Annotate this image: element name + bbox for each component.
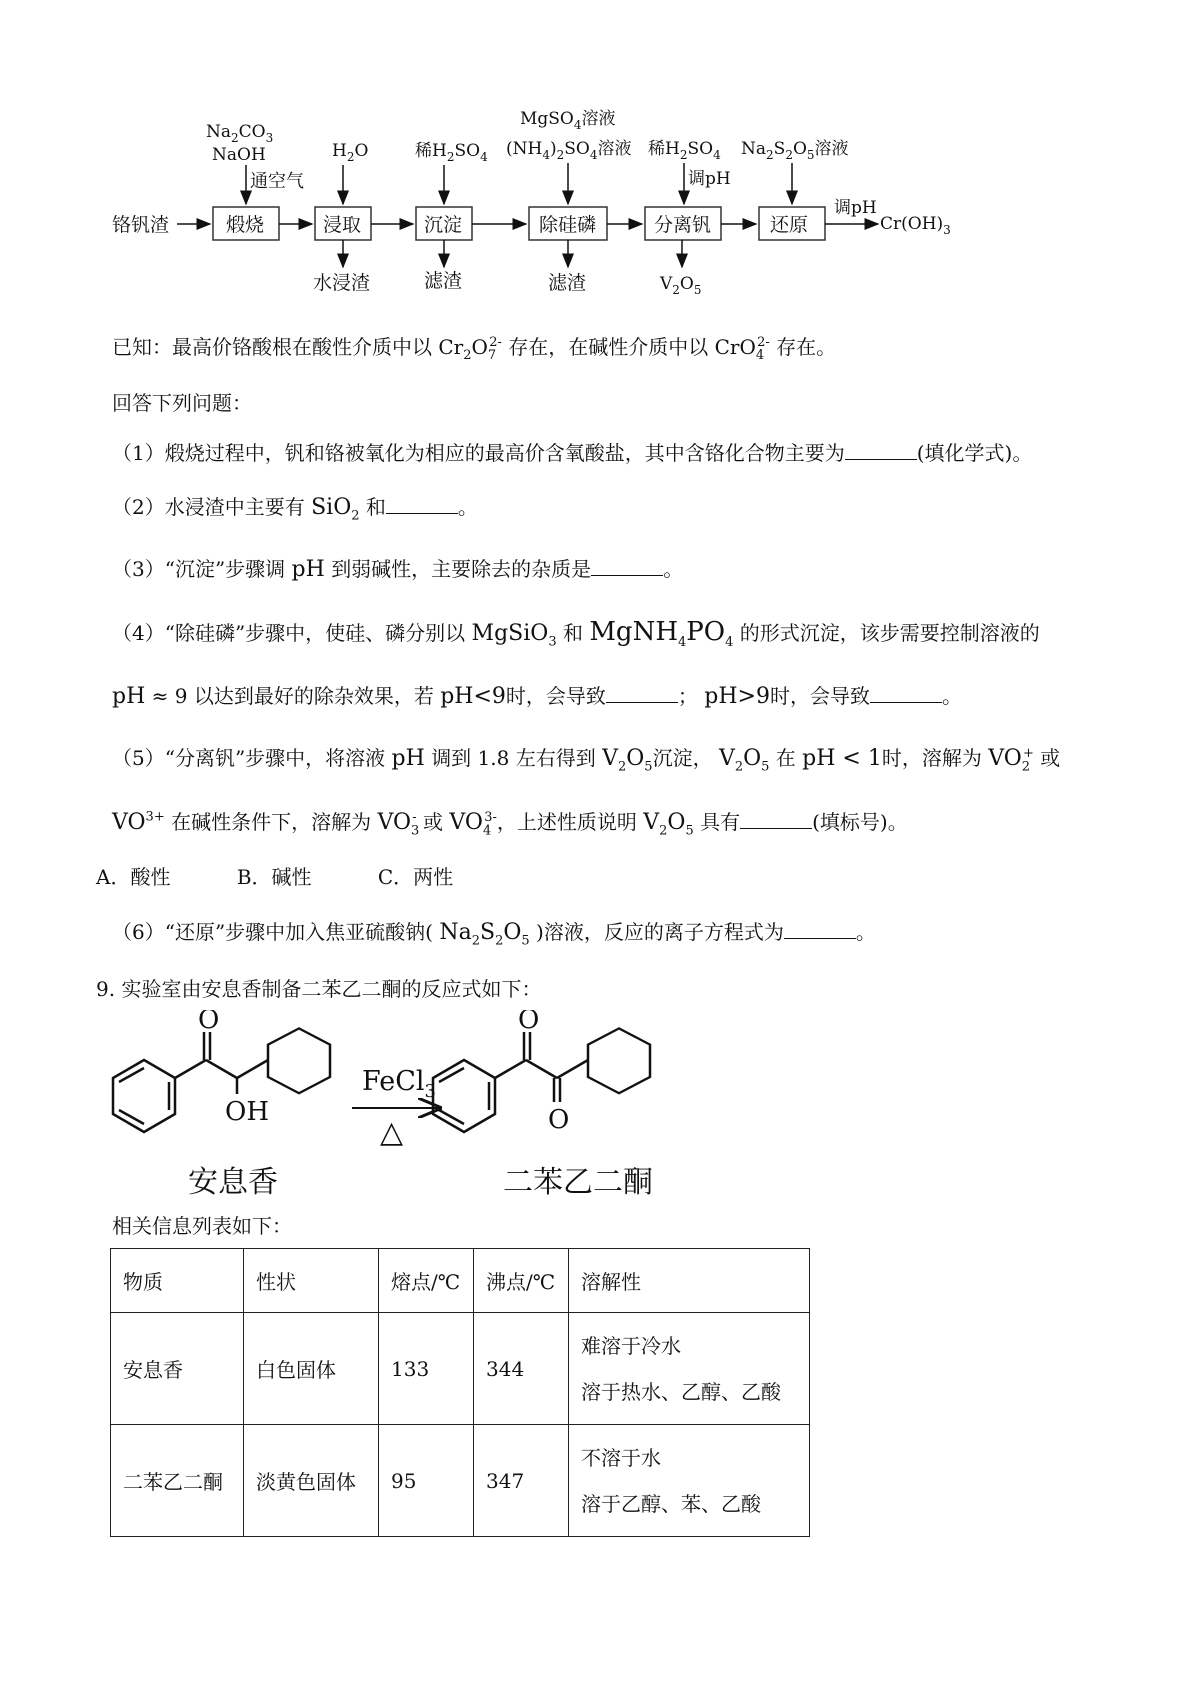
step-desilicon: 除硅磷 [539, 214, 597, 236]
cell-state: 淡黄色固体 [244, 1425, 379, 1537]
header-solubility: 溶解性 [569, 1249, 810, 1313]
reaction-scheme [0, 1010, 1200, 1200]
cell-mp: 133 [379, 1313, 474, 1425]
cell-mp: 95 [379, 1425, 474, 1537]
formula-ph: pH [391, 746, 425, 771]
cell-name: 二苯乙二酮 [111, 1425, 244, 1537]
benzene-ring-3 [433, 1060, 495, 1132]
table-header-row [111, 1249, 810, 1313]
properties-table [110, 1248, 810, 1537]
formula-vo3-minus: $VO_3^-$ [377, 809, 420, 839]
header-boiling-point: 沸点/℃ [474, 1249, 569, 1313]
formula-ph: pH [112, 684, 146, 709]
benzene-ring-4 [588, 1028, 650, 1093]
cell-solubility: 不溶于水 溶于乙醇、苯、乙酸 [569, 1425, 810, 1537]
step-vanadium-sep: 分离钒 [654, 214, 712, 236]
reagent-dilute-h2so4-2: 稀$H_2SO_4$ [648, 139, 721, 162]
flow-start-label: 铬钒渣 [112, 214, 170, 236]
final-ph-label: 调pH [834, 198, 877, 218]
reactant-name: 安息香 [188, 1165, 278, 1200]
waste-v2o5: $V_2O_5$ [660, 274, 702, 297]
waste-filter-residue-2: 滤渣 [548, 272, 587, 294]
header-appearance: 性状 [244, 1249, 379, 1313]
options-row [96, 863, 513, 891]
step-reduction: 还原 [770, 214, 809, 236]
formula-v2o5: $V_2O_5$ [602, 746, 653, 775]
answer-blank[interactable] [784, 920, 856, 939]
answer-blank[interactable] [386, 495, 458, 514]
question-5-line-1: （5）“分离钒”步骤中，将溶液 pH 调到 1.8 左右得到 $V_2O_5$沉淀， $V_2O_5$ 在 pH < 1时，溶解为 $VO_2^+$ 或 [112, 745, 1061, 775]
header-melting-point: 熔点/℃ [379, 1249, 474, 1313]
reagent-na2s2o5: $Na_2S_2O_5$溶液 [741, 139, 849, 162]
question-9-intro: 9. 实验室由安息香制备二苯乙二酮的反应式如下： [96, 977, 542, 1001]
formula-ph: pH [291, 557, 325, 582]
atom-o-2: O [518, 1010, 540, 1035]
table-intro: 相关信息列表如下： [112, 1214, 292, 1238]
formula-vo3-plus: $VO^{3+}$ [112, 809, 165, 835]
formula-sio2: SiO$_2$ [311, 495, 360, 524]
formula-mgnh4po4: $MgNH_4PO_4$ [589, 617, 734, 651]
formula-cro4: CrO$_4^{2-}$ [714, 335, 770, 363]
question-2: （2）水浸渣中主要有 SiO$_2$ 和 。 [112, 495, 478, 524]
reagent-na2co3: $Na_2CO_3$ [206, 122, 274, 145]
option-b[interactable]: B．碱性 [236, 865, 312, 889]
atom-o-3: O [548, 1105, 570, 1135]
question-4-line-2: pH ≈ 9 以达到最好的除杂效果，若 pH<9时，会导致 ； pH>9时，会导致 。 [112, 684, 962, 709]
reagent-nh4-2so4: $(NH_4)_2SO_4$溶液 [506, 139, 632, 162]
formula-ph-lt-1: pH < 1 [802, 746, 882, 771]
cell-solubility: 难溶于冷水 溶于热水、乙醇、乙酸 [569, 1313, 810, 1425]
formula-vo4-3minus: $VO_4^{3-}$ [449, 809, 497, 839]
product-label: $Cr(OH)_3$ [880, 214, 951, 237]
question-4-line-1: （4）“除硅磷”步骤中，使硅、磷分别以 MgSiO$_3$ 和 $MgNH_4PO_4$ 的形式沉淀，该步需要控制溶液的 [112, 617, 1040, 651]
known-statement: 已知：最高价铬酸根在酸性介质中以 $Cr_2O_7^{2-}$ 存在，在碱性介质中以 CrO$_4^{2-}$ 存在。 [112, 335, 837, 363]
atom-oh: OH [225, 1097, 269, 1127]
table-row [111, 1425, 810, 1537]
formula-ph-gt-9: pH>9 [704, 684, 770, 709]
condition-heat: △ [380, 1115, 404, 1150]
formula-vo2-plus: $VO_2^+$ [988, 745, 1034, 775]
step-leaching: 浸取 [323, 214, 362, 236]
reagent-adjust-ph: 调pH [688, 169, 731, 189]
step-calcination: 煅烧 [226, 214, 265, 236]
reagent-mgso4: MgSO$_4$溶液 [520, 109, 616, 132]
question-1: （1）煅烧过程中，钒和铬被氧化为相应的最高价含氧酸盐，其中含铬化合物主要为 (填化学式)。 [112, 441, 1033, 465]
formula-v2o5: $V_2O_5$ [718, 746, 770, 775]
cell-state: 白色固体 [244, 1313, 379, 1425]
reagent-dilute-h2so4-1: 稀$H_2SO_4$ [415, 141, 488, 164]
step-precipitation: 沉淀 [424, 214, 463, 236]
formula-ph-lt-9: pH<9 [440, 684, 506, 709]
header-substance: 物质 [111, 1249, 244, 1313]
option-c[interactable]: C．两性 [377, 865, 454, 889]
question-5-line-2: $VO^{3+}$ 在碱性条件下，溶解为 $VO_3^-$ 或 $VO_4^{3-}$，上述性质说明 $V_2O_5$ 具有 (填标号)。 [112, 809, 908, 839]
reagent-air: 通空气 [250, 171, 304, 192]
waste-water-leach-residue: 水浸渣 [313, 272, 371, 294]
product-name: 二苯乙二酮 [503, 1165, 653, 1200]
reagent-naoh: NaOH [212, 145, 266, 165]
benzene-ring-1 [113, 1060, 175, 1132]
cell-name: 安息香 [111, 1313, 244, 1425]
table-row [111, 1313, 810, 1425]
formula-na2s2o5: $Na_2S_2O_5$ [439, 920, 530, 949]
formula-cr2o7: $Cr_2O_7^{2-}$ [438, 335, 502, 363]
formula-mgsio3: MgSiO$_3$ [471, 621, 557, 650]
benzene-ring-2 [268, 1028, 330, 1093]
waste-filter-residue-1: 滤渣 [424, 270, 463, 292]
question-3: （3）“沉淀”步骤调 pH 到弱碱性，主要除去的杂质是 。 [112, 557, 684, 582]
reagent-h2o: $H_2O$ [332, 141, 369, 164]
option-a[interactable]: A．酸性 [96, 865, 171, 889]
answer-blank[interactable] [845, 441, 917, 460]
atom-o-1: O [198, 1010, 220, 1035]
answer-blank[interactable] [606, 684, 678, 703]
answer-intro: 回答下列问题： [112, 391, 252, 415]
answer-blank[interactable] [740, 810, 812, 829]
answer-blank[interactable] [870, 684, 942, 703]
question-6: （6）“还原”步骤中加入焦亚硫酸钠( $Na_2S_2O_5$ )溶液，反应的离子方程式为 。 [112, 920, 876, 949]
answer-blank[interactable] [591, 557, 663, 576]
reagent-fecl3: FeCl$_3$ [362, 1066, 436, 1102]
cell-bp: 344 [474, 1313, 569, 1425]
cell-bp: 347 [474, 1425, 569, 1537]
formula-v2o5: $V_2O_5$ [643, 810, 694, 839]
